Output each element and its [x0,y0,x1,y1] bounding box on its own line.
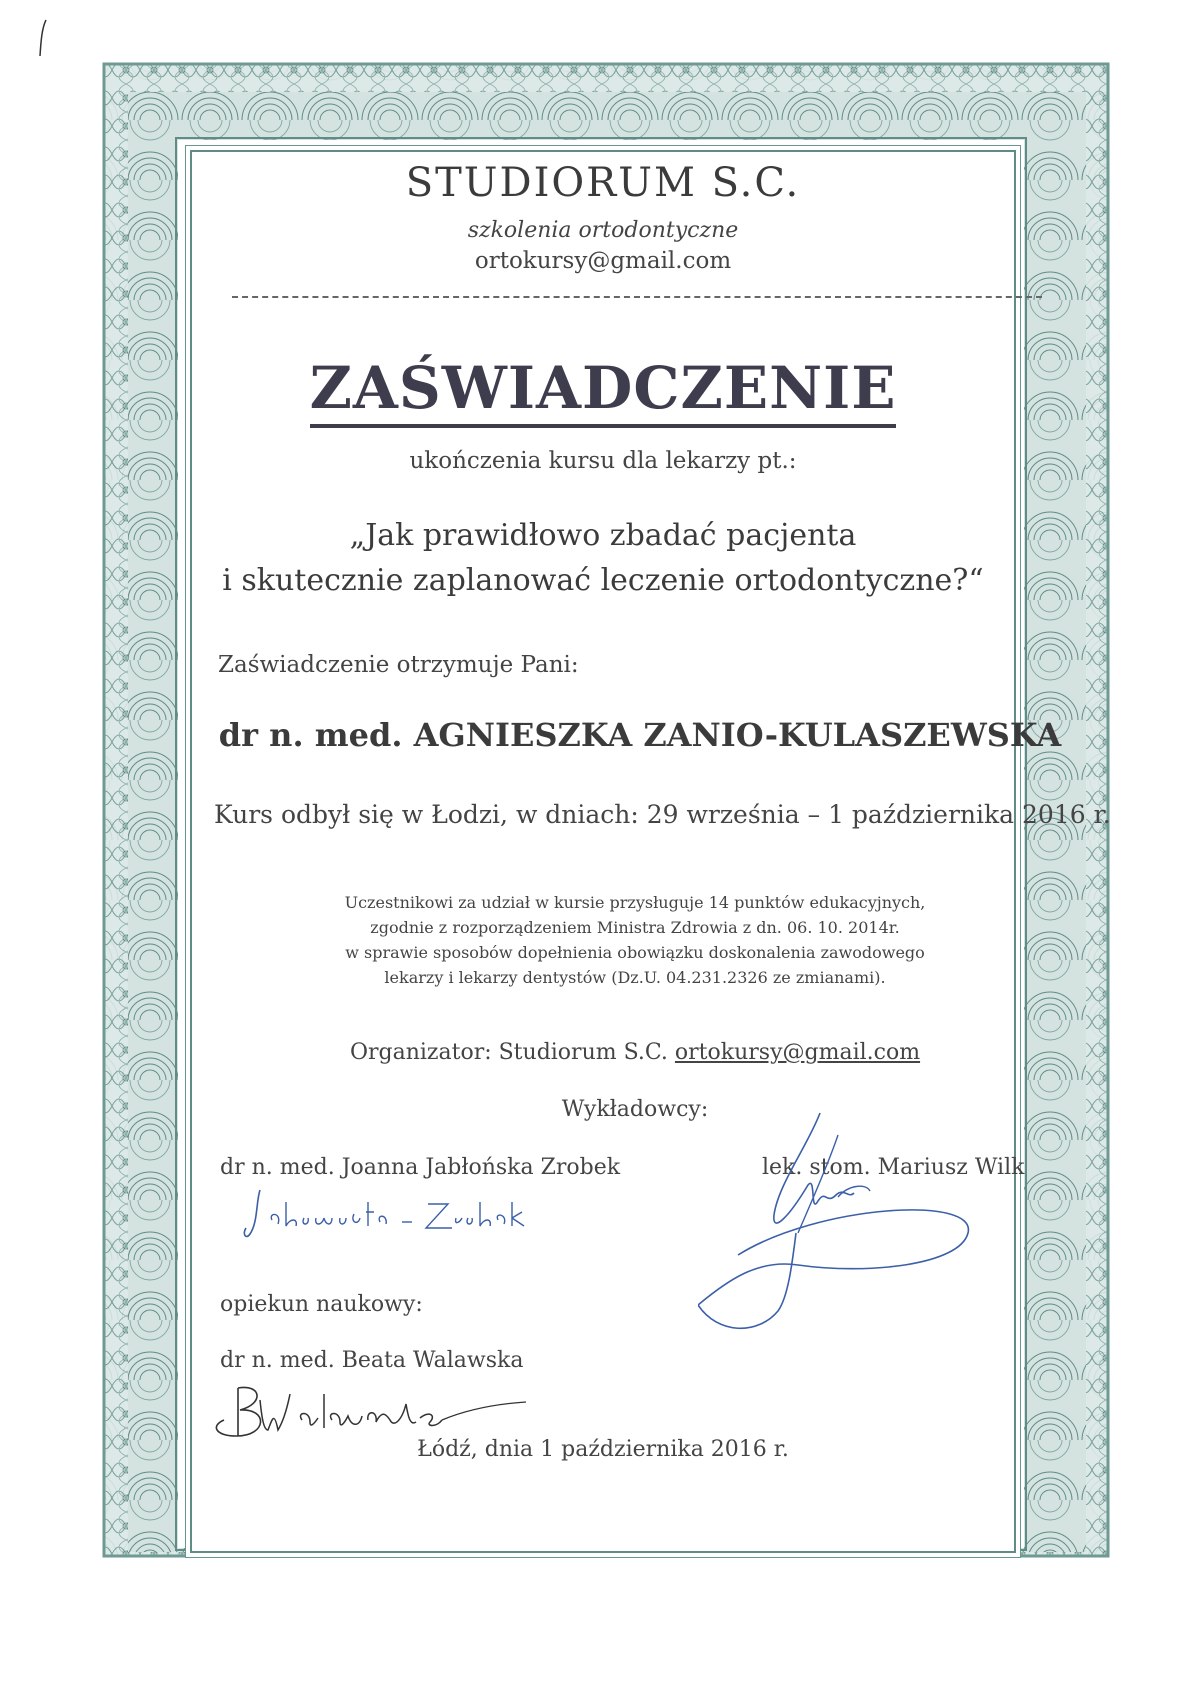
points-line: w sprawie sposobów dopełnienia obowiązku doskonalenia zawodowego [345,943,925,962]
course-info: Kurs odbył się w Łodzi, w dniach: 29 września – 1 października 2016 r. [214,800,1111,829]
organizer-line [190,1040,1080,1065]
organizer-email-link[interactable]: ortokursy@gmail.com [674,1040,921,1065]
supervisor-name: dr n. med. Beata Walawska [220,1348,524,1373]
course-title-line-2: i skutecznie zaplanować leczenie ortodontyczne?“ [222,563,984,598]
points-line: lekarzy i lekarzy dentystów (Dz.U. 04.231.2326 ze zmianami). [384,968,886,987]
lecturer-2-name: lek. stom. Mariusz Wilk [762,1155,1025,1180]
supervisor-label: opiekun naukowy: [220,1292,423,1317]
lecturers-label: Wykładowcy: [561,1097,709,1122]
certificate-title: ZAŚWIADCZENIE [190,354,1016,422]
certificate-subtitle: ukończenia kursu dla lekarzy pt.: [409,448,797,474]
recipient-name: dr n. med. AGNIESZKA ZANIO-KULASZEWSKA [218,716,1062,754]
dashed-divider [232,296,1042,298]
lecturer-1-name: dr n. med. Joanna Jabłońska Zrobek [220,1155,621,1180]
points-line: zgodnie z rozporządzeniem Ministra Zdrowia z dn. 06. 10. 2014r. [370,918,900,937]
organization-name: STUDIORUM S.C. [405,160,801,206]
place-and-date: Łódź, dnia 1 października 2016 r. [417,1437,789,1462]
organization-tagline: szkolenia ortodontyczne [467,218,739,243]
organization-email: ortokursy@gmail.com [474,248,732,274]
points-line: Uczestnikowi za udział w kursie przysługuje 14 punktów edukacyjnych, [344,893,926,912]
recipient-label: Zaświadczenie otrzymuje Pani: [218,652,579,678]
signature-lecturer-1 [242,1182,542,1252]
signature-lecturer-2 [698,1105,998,1335]
education-points-note [190,890,1080,990]
organizer-label: Organizator: Studiorum S.C. [349,1040,668,1065]
course-title-line-1: „Jak prawidłowo zbadać pacjenta [349,518,857,553]
